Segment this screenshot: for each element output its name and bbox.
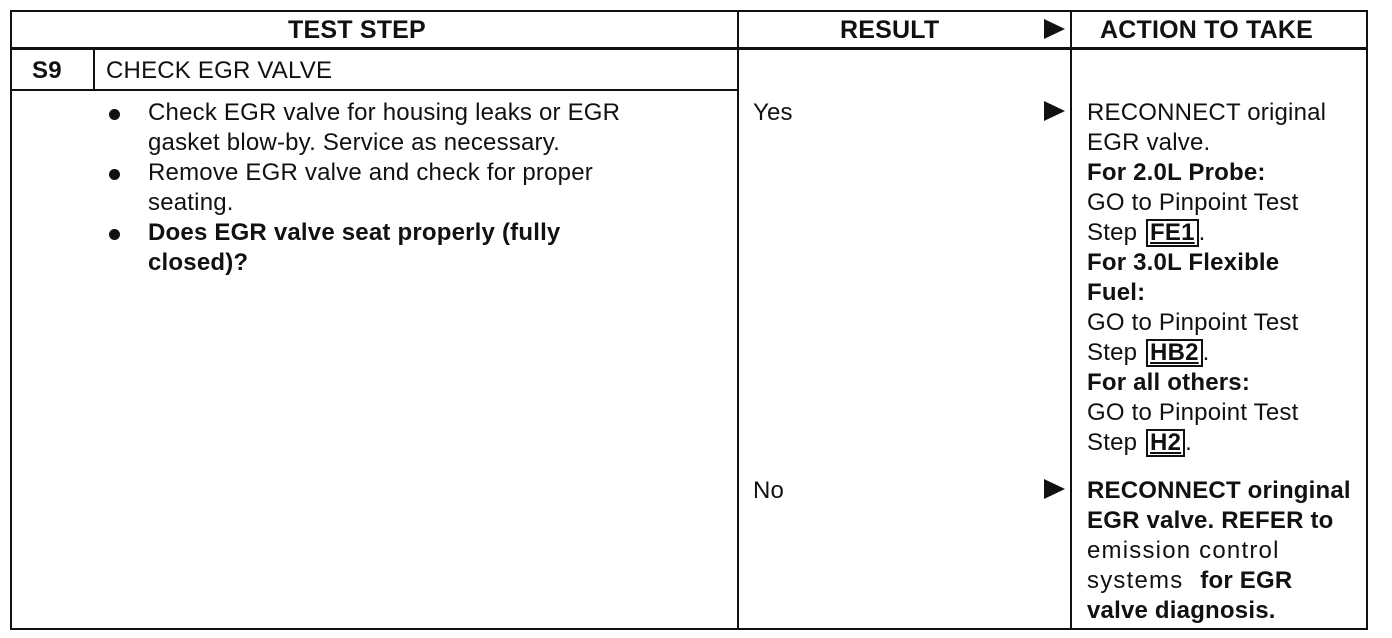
others-step-word: Step [1087,429,1138,456]
no-action-line-4-systems: systems [1087,567,1184,594]
step-id: S9 [32,57,62,84]
no-action-line-4 [1087,566,1292,596]
probe-step-period: . [1198,219,1206,246]
left-border [10,10,12,630]
flex-step-word: Step [1087,339,1138,366]
no-action-line-1: RECONNECT oringinal [1087,477,1351,504]
header-result: RESULT [840,16,940,44]
bullet-2-line-1: Remove EGR valve and check for proper [148,159,593,186]
bullet-1-line-2: gasket blow-by. Service as necessary. [148,129,561,156]
result-yes: Yes [753,99,793,126]
teststep-result-divider [737,10,739,630]
probe-step-line [1087,218,1206,248]
no-action-line-4-for-egr: for EGR [1200,567,1293,594]
step-row-underline [10,89,738,91]
flex-heading-line-2: Fuel: [1087,279,1146,306]
right-border [1366,10,1368,630]
flex-step-ref[interactable]: HB2 [1146,339,1203,367]
bullet-3-line-2: closed)? [148,249,249,276]
bullet-icon [109,169,120,180]
step-id-divider [93,50,95,91]
others-goto: GO to Pinpoint Test [1087,399,1299,426]
no-action-line-3: emission control [1087,537,1280,564]
others-heading: For all others: [1087,369,1251,396]
step-title: CHECK EGR VALVE [106,57,333,84]
yes-action-line-1: RECONNECT original [1087,99,1327,126]
probe-step-ref[interactable]: FE1 [1146,219,1199,247]
header-underline [10,47,1368,50]
bullet-icon [109,109,120,120]
top-border [10,10,1368,12]
probe-goto: GO to Pinpoint Test [1087,189,1299,216]
bullet-3-line-1: Does EGR valve seat properly (fully [148,219,561,246]
header-test-step: TEST STEP [288,16,426,44]
flex-goto: GO to Pinpoint Test [1087,309,1299,336]
bullet-1-line-1: Check EGR valve for housing leaks or EGR [148,99,621,126]
yes-action-line-2: EGR valve. [1087,129,1211,156]
flex-step-line [1087,338,1210,368]
others-step-period: . [1185,429,1193,456]
result-action-divider [1070,10,1072,630]
bottom-border [10,628,1368,630]
others-step-ref[interactable]: H2 [1146,429,1185,457]
no-arrow-icon [1044,479,1065,499]
no-action-line-5: valve diagnosis. [1087,597,1276,624]
others-step-line [1087,428,1192,458]
probe-step-word: Step [1087,219,1138,246]
header-arrow-icon [1044,19,1065,39]
yes-arrow-icon [1044,101,1065,121]
bullet-2-line-2: seating. [148,189,234,216]
header-action: ACTION TO TAKE [1100,16,1313,44]
result-no: No [753,477,785,504]
no-action-line-2: EGR valve. REFER to [1087,507,1334,534]
flex-step-period: . [1202,339,1210,366]
bullet-icon [109,229,120,240]
flex-heading-line-1: For 3.0L Flexible [1087,249,1280,276]
probe-heading: For 2.0L Probe: [1087,159,1266,186]
